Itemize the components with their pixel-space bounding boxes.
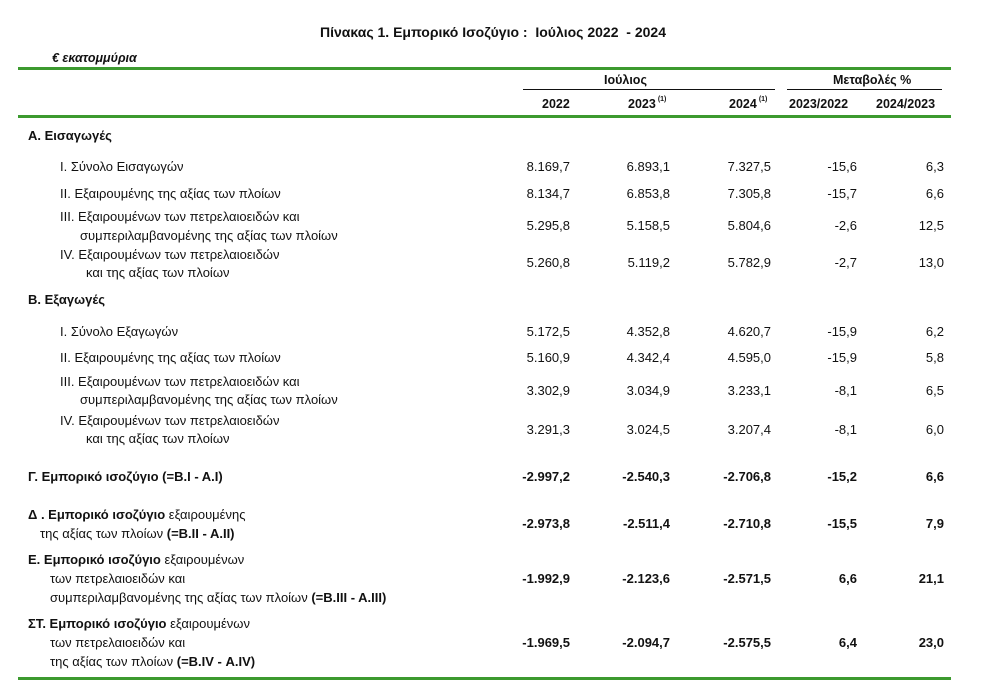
cell-change-2023-2022: 6,6	[838, 571, 857, 586]
cell-change-2023-2022: 6,4	[838, 635, 857, 650]
cell-change-2023-2022: -2,6	[834, 218, 857, 233]
row-label: Ι. Σύνολο Εισαγωγών	[60, 159, 184, 174]
cell-change-2024-2023: 12,5	[918, 218, 944, 233]
cell-change-2024-2023: 21,1	[918, 571, 944, 586]
row-label-line1: ΙV. Εξαιρουμένων των πετρελαιοειδών	[60, 247, 280, 262]
header-col-change-2023-2022: 2023/2022	[789, 97, 849, 111]
cell-2024: 4.595,0	[727, 350, 771, 365]
header-col-2024: 2024 $^{(1)}$	[729, 95, 768, 111]
cell-2022: -1.969,5	[522, 635, 570, 650]
unit-label: € εκατομμύρια	[52, 51, 137, 65]
cell-change-2023-2022: -15,2	[827, 469, 857, 484]
header-group-change-underline	[787, 89, 942, 90]
cell-2023: 5.119,2	[627, 255, 670, 270]
cell-change-2023-2022: -15,6	[827, 159, 857, 174]
cell-2023: -2.123,6	[622, 571, 670, 586]
cell-change-2023-2022: -15,9	[827, 350, 857, 365]
cell-2024: -2.706,8	[723, 469, 771, 484]
cell-change-2024-2023: 6,3	[925, 159, 944, 174]
cell-2022: 3.302,9	[526, 383, 570, 398]
header-col-2023: 2023 $^{(1)}$	[628, 95, 667, 111]
balance-st-label-line3: της αξίας των πλοίων (=Β.ΙV - Α.ΙV)	[50, 654, 256, 669]
cell-change-2024-2023: 6,0	[925, 422, 944, 437]
cell-2024: 5.782,9	[727, 255, 771, 270]
balance-st-label-line1: ΣΤ. Εμπορικό ισοζύγιο εξαιρουμένων	[28, 616, 250, 631]
header-group-month-underline	[523, 89, 775, 90]
header-group-change: Μεταβολές %	[833, 73, 912, 87]
cell-2023: -2.094,7	[622, 635, 670, 650]
cell-2022: -2.973,8	[522, 516, 570, 531]
row-label-line2: συμπεριλαμβανομένης της αξίας των πλοίων	[80, 228, 338, 243]
header-group-month: Ιούλιος	[604, 73, 647, 87]
cell-change-2023-2022: -2,7	[834, 255, 857, 270]
cell-change-2024-2023: 7,9	[925, 516, 944, 531]
cell-change-2023-2022: -15,7	[827, 186, 857, 201]
table-title: Πίνακας 1. Εμπορικό Ισοζύγιο : Ιούλιος 2022 - 2024	[320, 24, 666, 40]
cell-2023: 4.352,8	[626, 324, 670, 339]
row-label-line2: συμπεριλαμβανομένης της αξίας των πλοίων	[80, 392, 338, 407]
cell-change-2023-2022: -8,1	[834, 383, 857, 398]
bottom-rule	[18, 677, 951, 680]
cell-change-2024-2023: 6,6	[925, 186, 944, 201]
balance-delta-label-line1: Δ . Εμπορικό ισοζύγιο εξαιρουμένης	[28, 507, 246, 522]
cell-2022: 8.134,7	[526, 186, 570, 201]
cell-change-2023-2022: -15,9	[827, 324, 857, 339]
top-rule	[18, 67, 951, 70]
balance-st-label-line2: των πετρελαιοειδών και	[50, 635, 186, 650]
cell-change-2024-2023: 5,8	[925, 350, 944, 365]
cell-2024: 7.327,5	[727, 159, 771, 174]
balance-delta-label-line2: της αξίας των πλοίων (=Β.ΙΙ - Α.ΙΙ)	[40, 526, 235, 541]
cell-change-2023-2022: -15,5	[827, 516, 857, 531]
cell-2022: -2.997,2	[522, 469, 570, 484]
row-label-line1: ΙV. Εξαιρουμένων των πετρελαιοειδών	[60, 413, 280, 428]
row-label-line1: ΙΙΙ. Εξαιρουμένων των πετρελαιοειδών και	[60, 209, 300, 224]
cell-2023: 6.893,1	[626, 159, 670, 174]
cell-2024: 3.207,4	[727, 422, 771, 437]
cell-change-2024-2023: 6,5	[925, 383, 944, 398]
header-col-2024-footnote: (1)	[758, 95, 768, 103]
row-label: ΙΙ. Εξαιρουμένης της αξίας των πλοίων	[60, 350, 281, 365]
header-col-2023-footnote: (1)	[657, 95, 667, 103]
cell-2022: 8.169,7	[526, 159, 570, 174]
cell-2023: 3.024,5	[626, 422, 670, 437]
cell-change-2023-2022: -8,1	[834, 422, 857, 437]
cell-2024: 7.305,8	[727, 186, 771, 201]
cell-2022: 5.295,8	[526, 218, 570, 233]
header-rule	[18, 115, 951, 118]
balance-epsilon-label-line3: συμπεριλαμβανομένης της αξίας των πλοίων (=Β.ΙΙΙ - Α.ΙΙΙ)	[50, 590, 387, 605]
cell-change-2024-2023: 13,0	[918, 255, 944, 270]
row-label: Ι. Σύνολο Εξαγωγών	[60, 324, 179, 339]
cell-2023: -2.511,4	[623, 516, 670, 531]
header-col-2022: 2022	[542, 97, 570, 111]
balance-epsilon-label-line1: Ε. Εμπορικό ισοζύγιο εξαιρουμένων	[28, 552, 245, 567]
section-exports-title: Β. Εξαγωγές	[28, 292, 105, 307]
row-label-line2: και της αξίας των πλοίων	[86, 431, 230, 446]
balance-gamma-label: Γ. Εμπορικό ισοζύγιο (=Β.Ι - Α.Ι)	[28, 469, 223, 484]
cell-2024: -2.571,5	[723, 571, 771, 586]
cell-2023: 3.034,9	[626, 383, 670, 398]
row-label-line2: και της αξίας των πλοίων	[86, 265, 230, 280]
row-label-line1: ΙΙΙ. Εξαιρουμένων των πετρελαιοειδών και	[60, 374, 300, 389]
cell-2022: 5.260,8	[526, 255, 570, 270]
cell-2023: -2.540,3	[622, 469, 670, 484]
cell-change-2024-2023: 6,2	[925, 324, 944, 339]
row-label: ΙΙ. Εξαιρουμένης της αξίας των πλοίων	[60, 186, 281, 201]
header-col-change-2024-2023: 2024/2023	[876, 97, 936, 111]
cell-2023: 6.853,8	[626, 186, 670, 201]
cell-2024: 4.620,7	[727, 324, 771, 339]
cell-2022: 5.172,5	[526, 324, 570, 339]
cell-2024: -2.710,8	[723, 516, 771, 531]
cell-2024: 5.804,6	[727, 218, 771, 233]
cell-2024: 3.233,1	[727, 383, 771, 398]
cell-2022: 3.291,3	[526, 422, 570, 437]
cell-2022: 5.160,9	[526, 350, 570, 365]
section-imports-title: Α. Εισαγωγές	[28, 128, 112, 143]
cell-2022: -1.992,9	[522, 571, 570, 586]
cell-change-2024-2023: 23,0	[918, 635, 944, 650]
cell-2023: 4.342,4	[626, 350, 670, 365]
cell-change-2024-2023: 6,6	[925, 469, 944, 484]
cell-2024: -2.575,5	[723, 635, 771, 650]
cell-2023: 5.158,5	[626, 218, 670, 233]
balance-epsilon-label-line2: των πετρελαιοειδών και	[50, 571, 186, 586]
